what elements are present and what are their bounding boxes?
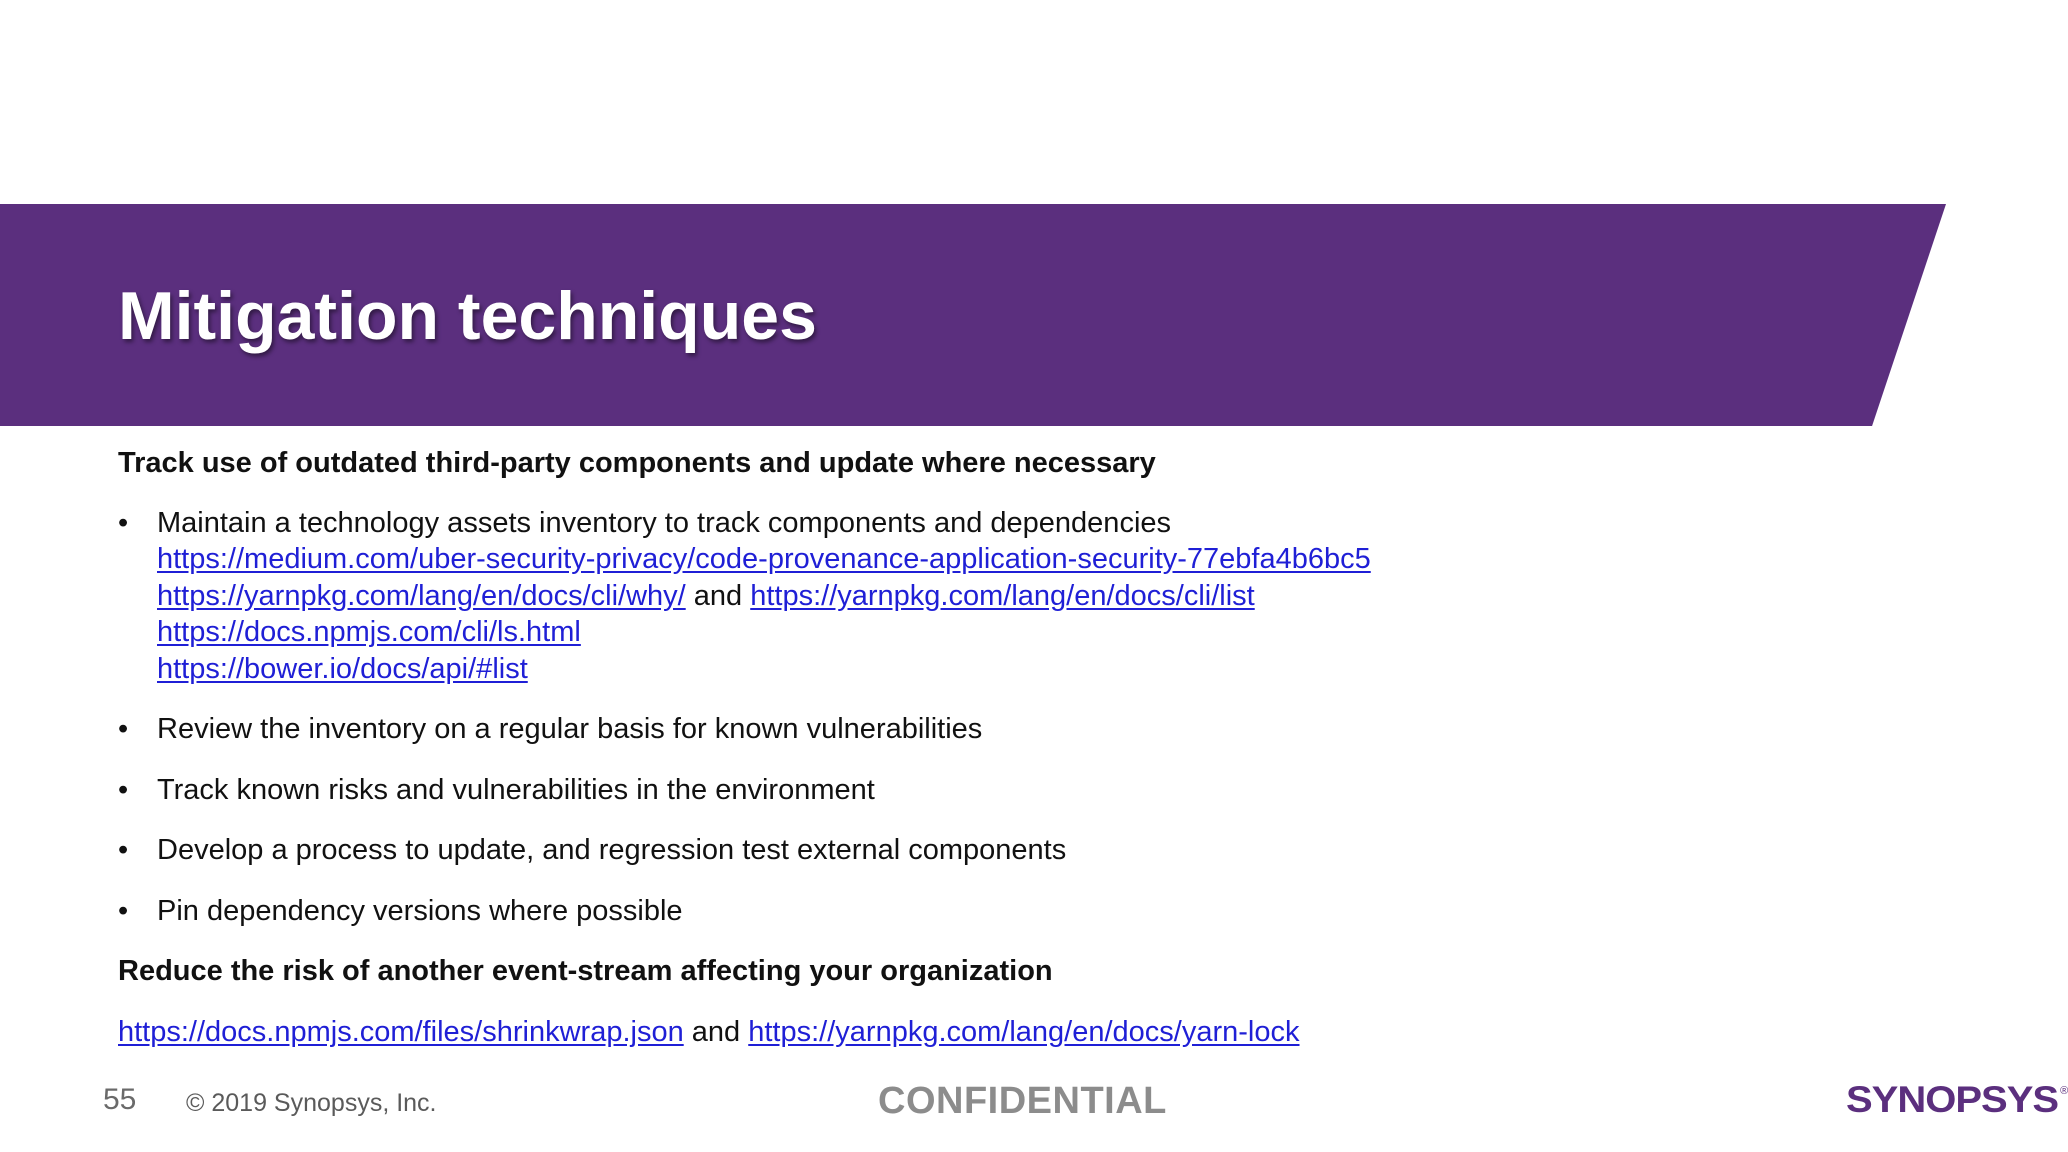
link-line-medium [157,541,1878,578]
bullet-pin-dependencies: • Pin dependency versions where possible [118,893,1878,930]
bullet-inventory [118,505,1878,688]
link-joiner: and [691,1015,741,1048]
link-medium-code-provenance[interactable]: https://medium.com/uber-security-privacy/code-provenance-application-security-77ebfa4b6bc5 [157,543,1371,575]
link-yarn-lock[interactable]: https://yarnpkg.com/lang/en/docs/yarn-lock [748,1015,1300,1048]
bullet-track-risks: • Track known risks and vulnerabilities in the environment [118,772,1878,809]
bullet-text: • Maintain a technology assets inventory to track components and dependencies [157,506,1172,539]
bullet-develop-process: • Develop a process to update, and regression test external components [118,832,1878,869]
logo-wordmark: SYNOPSYS [1846,1079,2059,1121]
synopsys-logo [1846,1078,2068,1122]
link-line-npm [157,614,1878,651]
link-line-yarn [157,578,1878,615]
copyright: © 2019 Synopsys, Inc. [186,1089,437,1117]
registered-mark: ® [2060,1085,2068,1097]
link-npm-cli-ls[interactable]: https://docs.npmjs.com/cli/ls.html [157,616,581,648]
bullet-list [118,505,1878,930]
slide-content [118,440,1878,1050]
link-yarn-cli-list[interactable]: https://yarnpkg.com/lang/en/docs/cli/list [750,579,1255,612]
lockfile-links [118,1014,1878,1051]
bullet-review-inventory: • Review the inventory on a regular basis for known vulnerabilities [118,711,1878,748]
link-bower-api-list[interactable]: https://bower.io/docs/api/#list [157,652,528,685]
link-joiner: and [693,579,743,612]
link-line-bower [157,651,1878,688]
section-heading-outdated-components: Track use of outdated third-party components and update where necessary [118,447,1156,479]
link-npm-shrinkwrap[interactable]: https://docs.npmjs.com/files/shrinkwrap.json [118,1015,684,1048]
page-number: 55 [103,1083,137,1116]
slide-title: Mitigation techniques [118,278,817,354]
confidential-label: CONFIDENTIAL [878,1080,1167,1122]
section-heading-event-stream: Reduce the risk of another event-stream affecting your organization [118,955,1053,987]
link-yarn-cli-why[interactable]: https://yarnpkg.com/lang/en/docs/cli/why/ [157,579,686,612]
